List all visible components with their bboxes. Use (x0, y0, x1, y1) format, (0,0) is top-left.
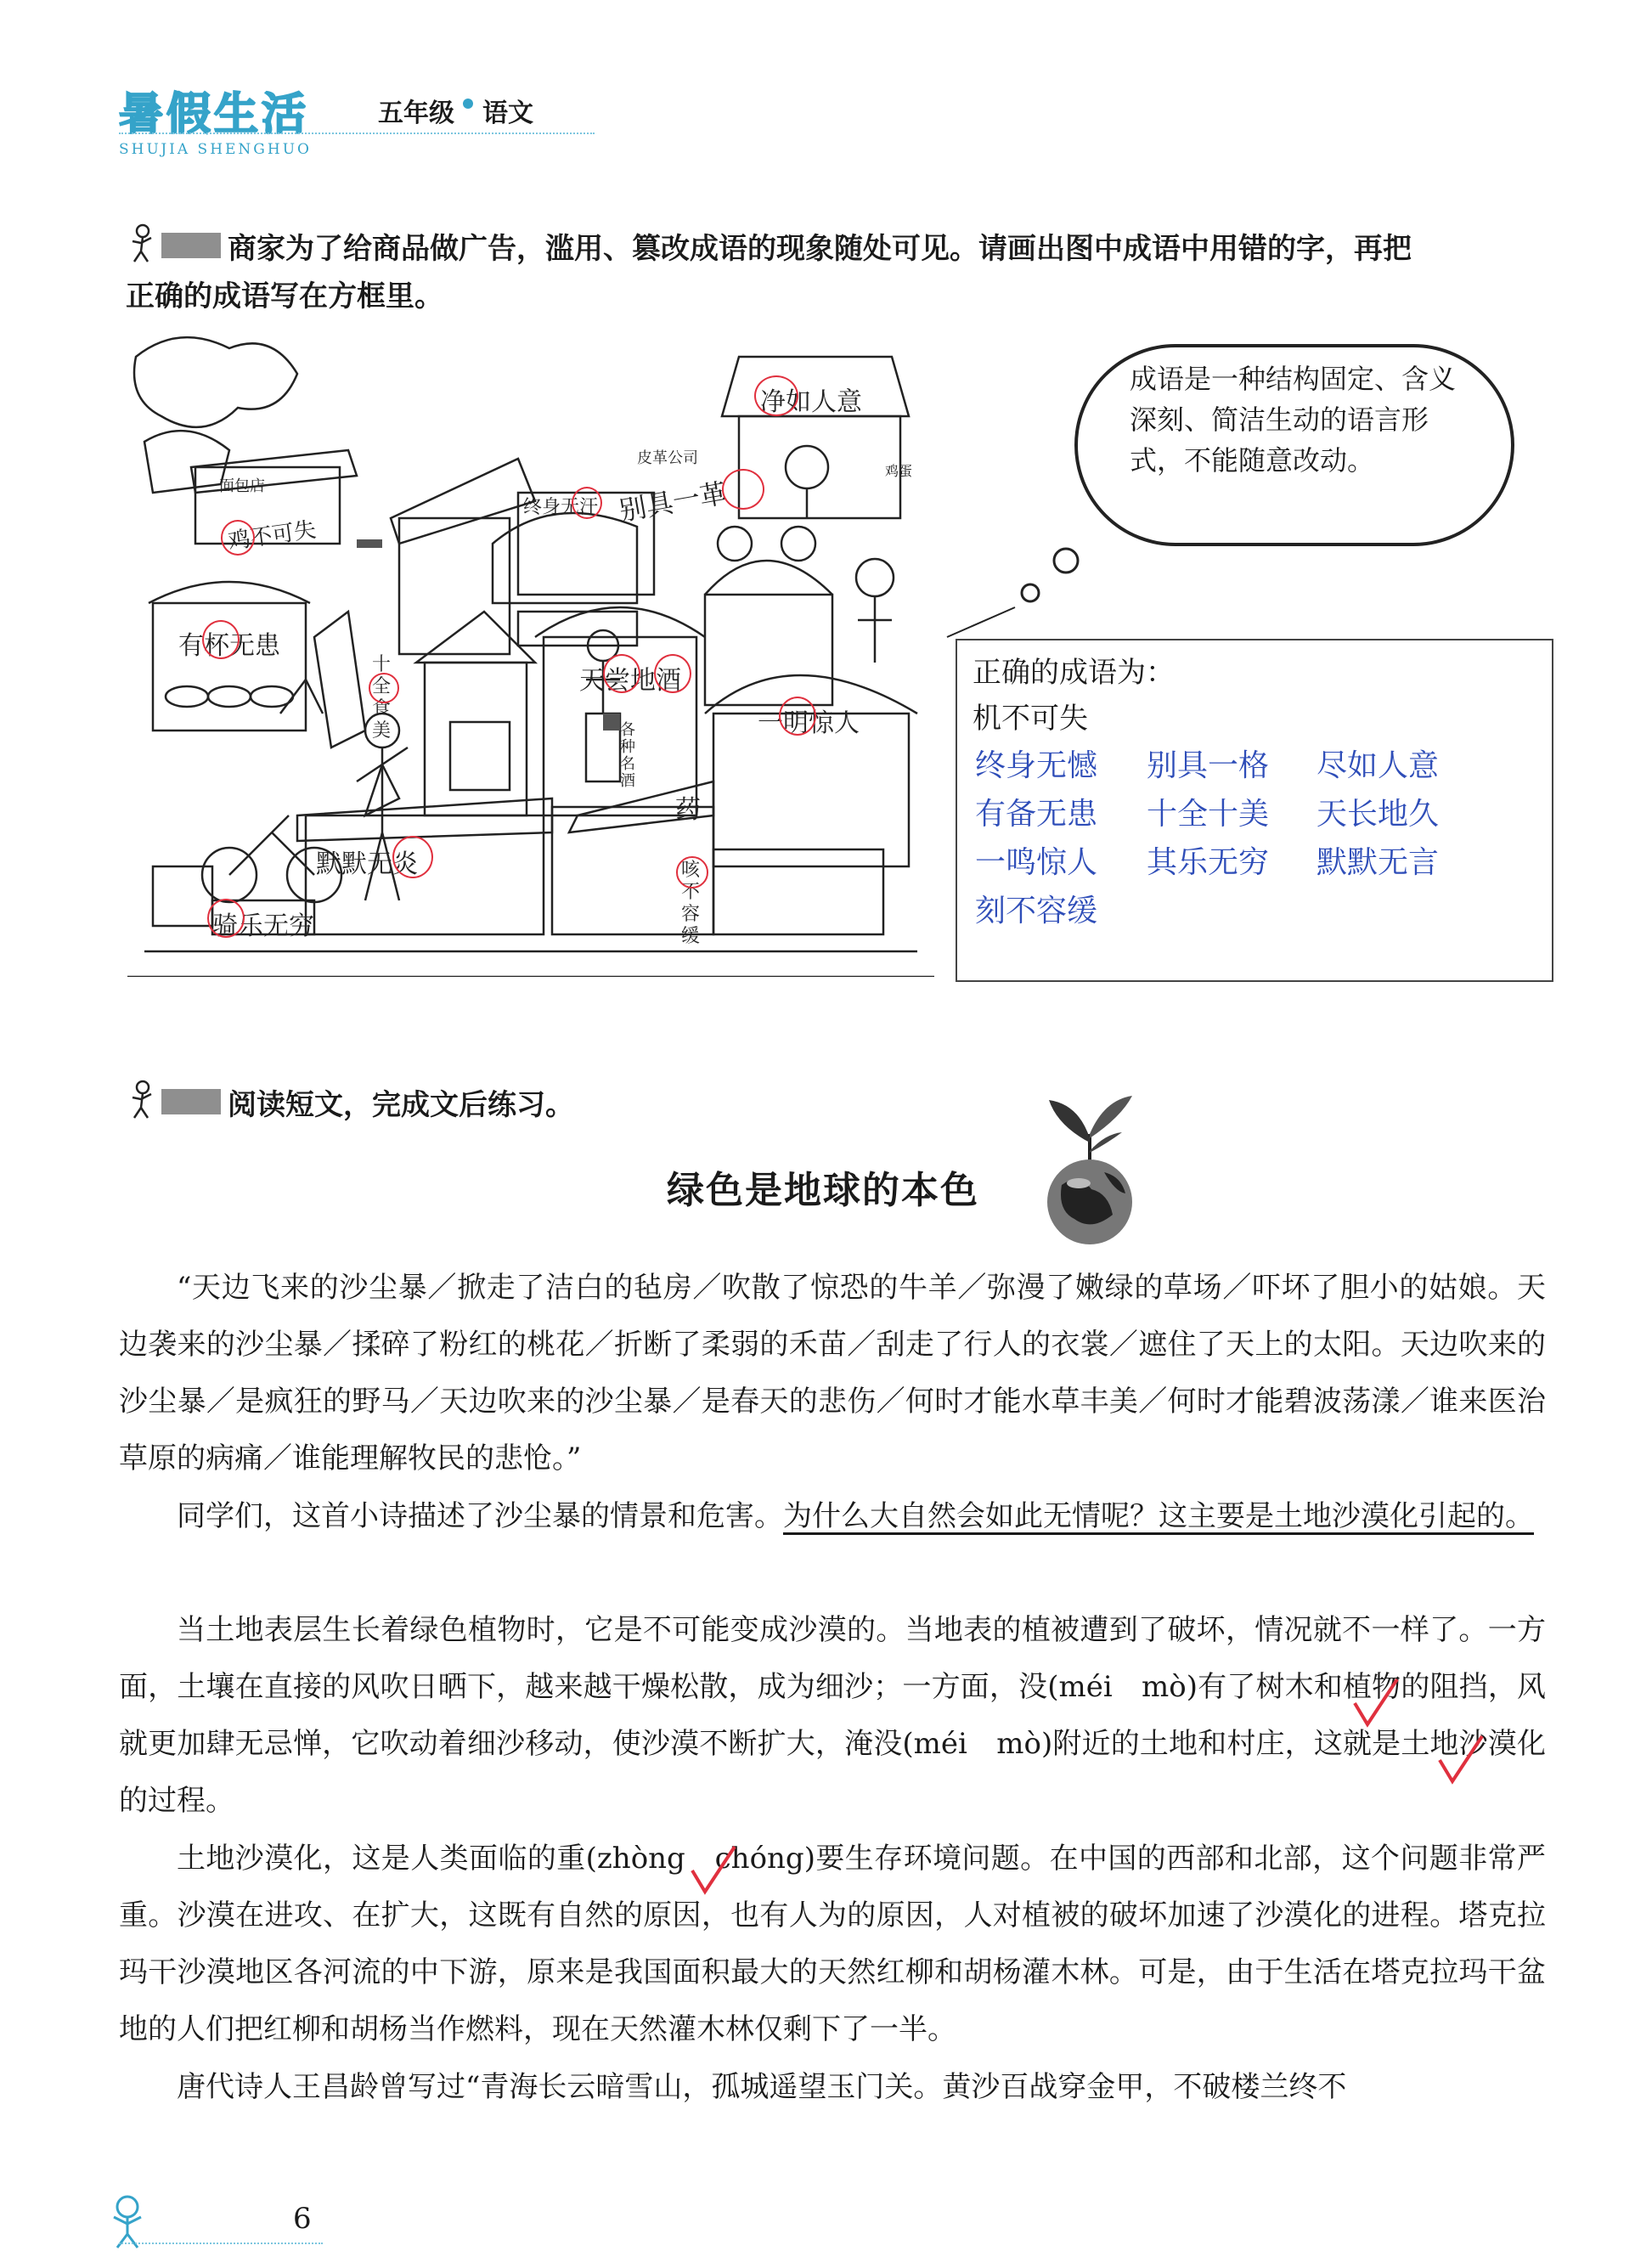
paragraph-2-text: 同学们，这首小诗描述了沙尘暴的情景和危害。 (177, 1499, 783, 1533)
check-mark-icon (1435, 1735, 1486, 1786)
answer-item: 别具一格 (1147, 748, 1270, 783)
sign-ji-dan: 鸡蛋 (885, 463, 913, 479)
error-circle (202, 620, 240, 659)
answer-example: 机不可失 (973, 702, 1088, 736)
sign-ge-zhong-ming-jiu: 各种名酒 (620, 721, 635, 790)
sign-mo-mo-wu-yan: 默默无炎 (316, 849, 418, 879)
header-divider (119, 133, 595, 134)
article-title: 绿色是地球的本色 (667, 1169, 979, 1212)
answer-item: 天长地久 (1316, 797, 1440, 832)
sign-bie-ju-yi-ge: 别具一革 (617, 477, 730, 528)
paragraph-4: 土地沙漠化，这是人类面临的重(zhòng chóng)要生存环境问题。在中国的西部和北部，这个问题非常严重。沙漠在进攻、在扩大，这既有自然的原因，也有人为的原因，人对植被的破坏加速了沙漠化的进程。塔克拉玛干沙漠地区各河流的中下游，原来是我国面积最大的天然红柳和胡杨灌木林。可是，由于生活在塔克拉玛干盆地的人们把红柳和胡杨当作燃料，现在天然灌木林仅剩下了一半。 (119, 1842, 1546, 2046)
answer-item: 一鸣惊人 (975, 845, 1098, 880)
page-number: 6 (293, 2202, 312, 2236)
error-circle (221, 520, 255, 556)
sign-ke-bu-rong-huan: 咳不容缓 (681, 860, 701, 947)
q1-instruction-line2: 正确的成语写在方框里。 (126, 279, 443, 313)
error-circle (572, 487, 602, 519)
answer-item: 其乐无穷 (1147, 845, 1270, 880)
grade-label: 五年级 (378, 99, 454, 128)
q2-instruction: 阅读短文，完成文后练习。 (228, 1088, 574, 1122)
error-circle (392, 836, 433, 878)
bubble-text: 成语是一种结构固定、含义深刻、简洁生动的语言形式，不能随意改动。 (1130, 363, 1457, 477)
sign-shi-quan-shi-mei: 十全食美 (372, 654, 392, 742)
question-marker-icon (127, 1079, 229, 1121)
error-circle (603, 654, 640, 693)
separator-dot-icon (463, 99, 473, 109)
answer-item: 刻不容缓 (975, 894, 1098, 928)
check-mark-icon (688, 1845, 739, 1896)
poem-paragraph: “天边飞来的沙尘暴／掀走了洁白的毡房／吹散了惊恐的牛羊／弥漫了嫩绿的草场／吓坏了胆小的姑娘。天边袭来的沙尘暴／揉碎了粉红的桃花／折断了柔弱的禾苗／刮走了行人的衣裳／遮住了天上的太阳。天边吹来的沙尘暴／是疯狂的野马／天边吹来的沙尘暴／是春天的悲伤／何时才能水草丰美／何时才能碧波荡漾／谁来医治草原的病痛／谁能理解牧民的悲怆。” (119, 1271, 1546, 1475)
error-circle (207, 899, 245, 938)
q1-instruction-line1: 商家为了给商品做广告，滥用、篡改成语的现象随处可见。请画出图中成语中用错的字，再把 (228, 232, 1412, 266)
error-circle (369, 673, 399, 703)
sign-yao: 药 (675, 795, 701, 825)
subject-label: 语文 (482, 99, 533, 128)
sign-mian-bao-dian: 面包店 (219, 477, 265, 495)
sign-you-bei-wu-huan: 有杯无患 (178, 631, 280, 661)
book-pinyin: SHUJIA SHENGHUO (119, 141, 312, 158)
paragraph-2 (119, 1488, 1546, 1545)
answer-item: 默默无言 (1316, 845, 1440, 880)
question-marker-icon (127, 223, 229, 265)
sign-qi-le-wu-qiong: 骑乐无穷 (212, 911, 314, 941)
error-circle (654, 654, 691, 693)
sign-yi-ming-jing-ren: 一明惊人 (758, 708, 860, 738)
underlined-sentence: 为什么大自然会如此无情呢？这主要是土地沙漠化引起的。 (783, 1499, 1534, 1533)
paragraph-5: 唐代诗人王昌龄曾写过“青海长云暗雪山，孤城遥望玉门关。黄沙百战穿金甲，不破楼兰终不 (177, 2070, 1347, 2104)
error-circle (779, 697, 816, 736)
sign-pi-ge-gong-si: 皮革公司 (637, 449, 698, 467)
error-circle (754, 375, 798, 416)
answer-item: 有备无患 (975, 797, 1098, 832)
answer-item: 尽如人意 (1316, 748, 1440, 783)
globe-plant-icon (1040, 1092, 1138, 1249)
answer-item: 十全十美 (1147, 797, 1270, 832)
answer-title: 正确的成语为： (973, 656, 1175, 690)
answer-item: 终身无憾 (975, 748, 1098, 783)
bubble-tail-icon (930, 544, 1100, 654)
error-circle (676, 856, 708, 889)
footer-divider (119, 2243, 323, 2244)
paragraph-3: 当土地表层生长着绿色植物时，它是不可能变成沙漠的。当地表的植被遭到了破坏，情况就不一样了。一方面，土壤在直接的风吹日晒下，越来越干燥松散，成为细沙；一方面，没(méi mò)有了树木和植物的阻挡，风就更加肆无忌惮，它吹动着细沙移动，使沙漠不断扩大，淹没(méi mò)附近的土地和村庄，这就是土地沙漠化的过程。 (119, 1613, 1546, 1818)
sign-ji-bu-ke-shi: 鸡不可失 (226, 516, 318, 556)
sign-tian-chang-di-jiu: 天尝地酒 (579, 666, 681, 696)
check-mark-icon (1350, 1678, 1401, 1729)
book-logo: 暑假生活 (119, 89, 310, 140)
shop-street-illustration (127, 323, 934, 977)
sign-zhong-shen-wu-han: 终身无汗 (523, 497, 599, 518)
error-circle (722, 469, 764, 510)
sign-jing-ru-ren-yi: 净如人意 (760, 387, 862, 417)
